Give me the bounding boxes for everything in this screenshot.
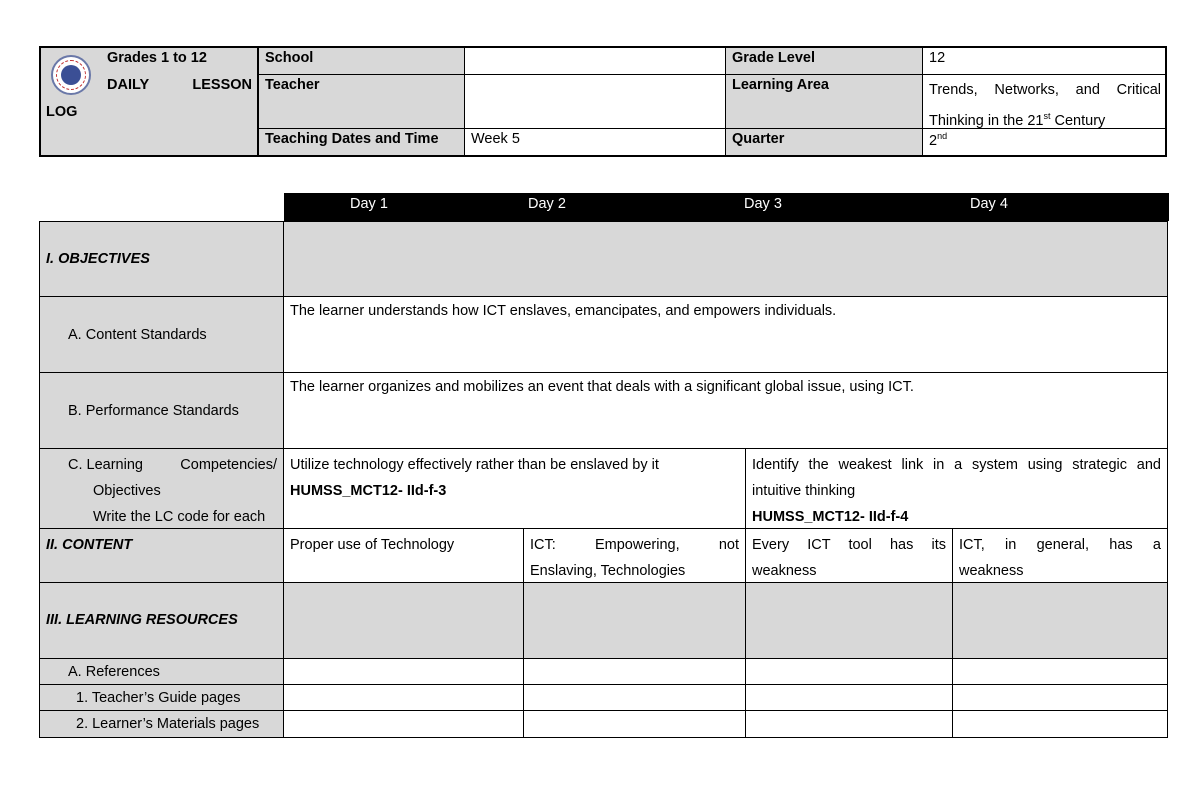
- header-table: [39, 46, 1167, 157]
- learning-area-field[interactable]: Trends, Networks, and Critical Thinking in the 21st Century: [923, 75, 1167, 129]
- teachers-guide-day1[interactable]: [283, 684, 524, 711]
- content-day1[interactable]: Proper use of Technology: [283, 528, 524, 583]
- teachers-guide-day2[interactable]: [523, 684, 746, 711]
- day3-header: Day 3: [744, 196, 782, 212]
- teachers-guide-day3[interactable]: [745, 684, 953, 711]
- content-heading: II. CONTENT: [39, 528, 284, 583]
- content-day3[interactable]: Every ICT tool has its weakness: [745, 528, 953, 583]
- resources-day4: [952, 582, 1168, 659]
- teacher-field[interactable]: [465, 75, 726, 129]
- content-standards-value[interactable]: The learner understands how ICT enslaves, emancipates, and empowers individuals.: [283, 296, 1168, 373]
- references-day1[interactable]: [283, 658, 524, 685]
- grade-level-field[interactable]: 12: [923, 48, 1167, 75]
- learning-area-label: Learning Area: [726, 75, 923, 129]
- deped-seal-icon: [51, 55, 91, 95]
- lc-code: HUMSS_MCT12- IId-f-4: [752, 509, 909, 525]
- content-day2[interactable]: ICT: Empowering, not Enslaving, Technologies: [523, 528, 746, 583]
- learners-materials-label: 2. Learner’s Materials pages: [39, 710, 284, 738]
- school-field[interactable]: [465, 48, 726, 75]
- content-standards-label: A. Content Standards: [39, 296, 284, 373]
- objectives-cell: [283, 221, 1168, 297]
- objectives-heading: I. OBJECTIVES: [39, 221, 284, 297]
- title-cell: [41, 48, 259, 155]
- references-day2[interactable]: [523, 658, 746, 685]
- references-day4[interactable]: [952, 658, 1168, 685]
- learning-competencies-label: C. Learning Competencies/ Objectives Write the LC code for each: [39, 448, 284, 529]
- resources-day1: [283, 582, 524, 659]
- school-label: School: [259, 48, 465, 75]
- lc-day12-cell[interactable]: Utilize technology effectively rather than be enslaved by it HUMSS_MCT12- IId-f-3: [283, 448, 746, 529]
- day2-header: Day 2: [528, 196, 566, 212]
- dates-field[interactable]: Week 5: [465, 129, 726, 155]
- quarter-field[interactable]: 2nd: [929, 131, 948, 149]
- teachers-guide-day4[interactable]: [952, 684, 1168, 711]
- performance-standards-label: B. Performance Standards: [39, 372, 284, 449]
- content-day4[interactable]: ICT, in general, has a weakness: [952, 528, 1168, 583]
- learners-materials-day1[interactable]: [283, 710, 524, 738]
- learning-resources-heading: III. LEARNING RESOURCES: [39, 582, 284, 659]
- resources-day2: [523, 582, 746, 659]
- day-header-row: [284, 193, 1169, 221]
- performance-standards-value[interactable]: The learner organizes and mobilizes an event that deals with a significant global issue, using ICT.: [283, 372, 1168, 449]
- references-day3[interactable]: [745, 658, 953, 685]
- day1-header: Day 1: [350, 196, 388, 212]
- title-line1: Grades 1 to 12: [107, 50, 207, 66]
- title-line3: LOG: [46, 104, 78, 120]
- grade-level-label: Grade Level: [726, 48, 923, 75]
- teachers-guide-label: 1. Teacher’s Guide pages: [39, 684, 284, 711]
- learners-materials-day4[interactable]: [952, 710, 1168, 738]
- dates-label: Teaching Dates and Time: [259, 129, 465, 155]
- day4-header: Day 4: [970, 196, 1008, 212]
- lc-day34-cell[interactable]: Identify the weakest link in a system using strategic and intuitive thinking HUMSS_MCT12- IId-f-4: [745, 448, 1168, 529]
- lesson-log-table: [39, 193, 1169, 738]
- teacher-label: Teacher: [259, 75, 465, 129]
- quarter-label: Quarter: [726, 129, 923, 155]
- references-label: A. References: [39, 658, 284, 685]
- resources-day3: [745, 582, 953, 659]
- title-line2: DAILY LESSON: [107, 77, 252, 93]
- learners-materials-day3[interactable]: [745, 710, 953, 738]
- lc-code: HUMSS_MCT12- IId-f-3: [290, 483, 447, 499]
- learners-materials-day2[interactable]: [523, 710, 746, 738]
